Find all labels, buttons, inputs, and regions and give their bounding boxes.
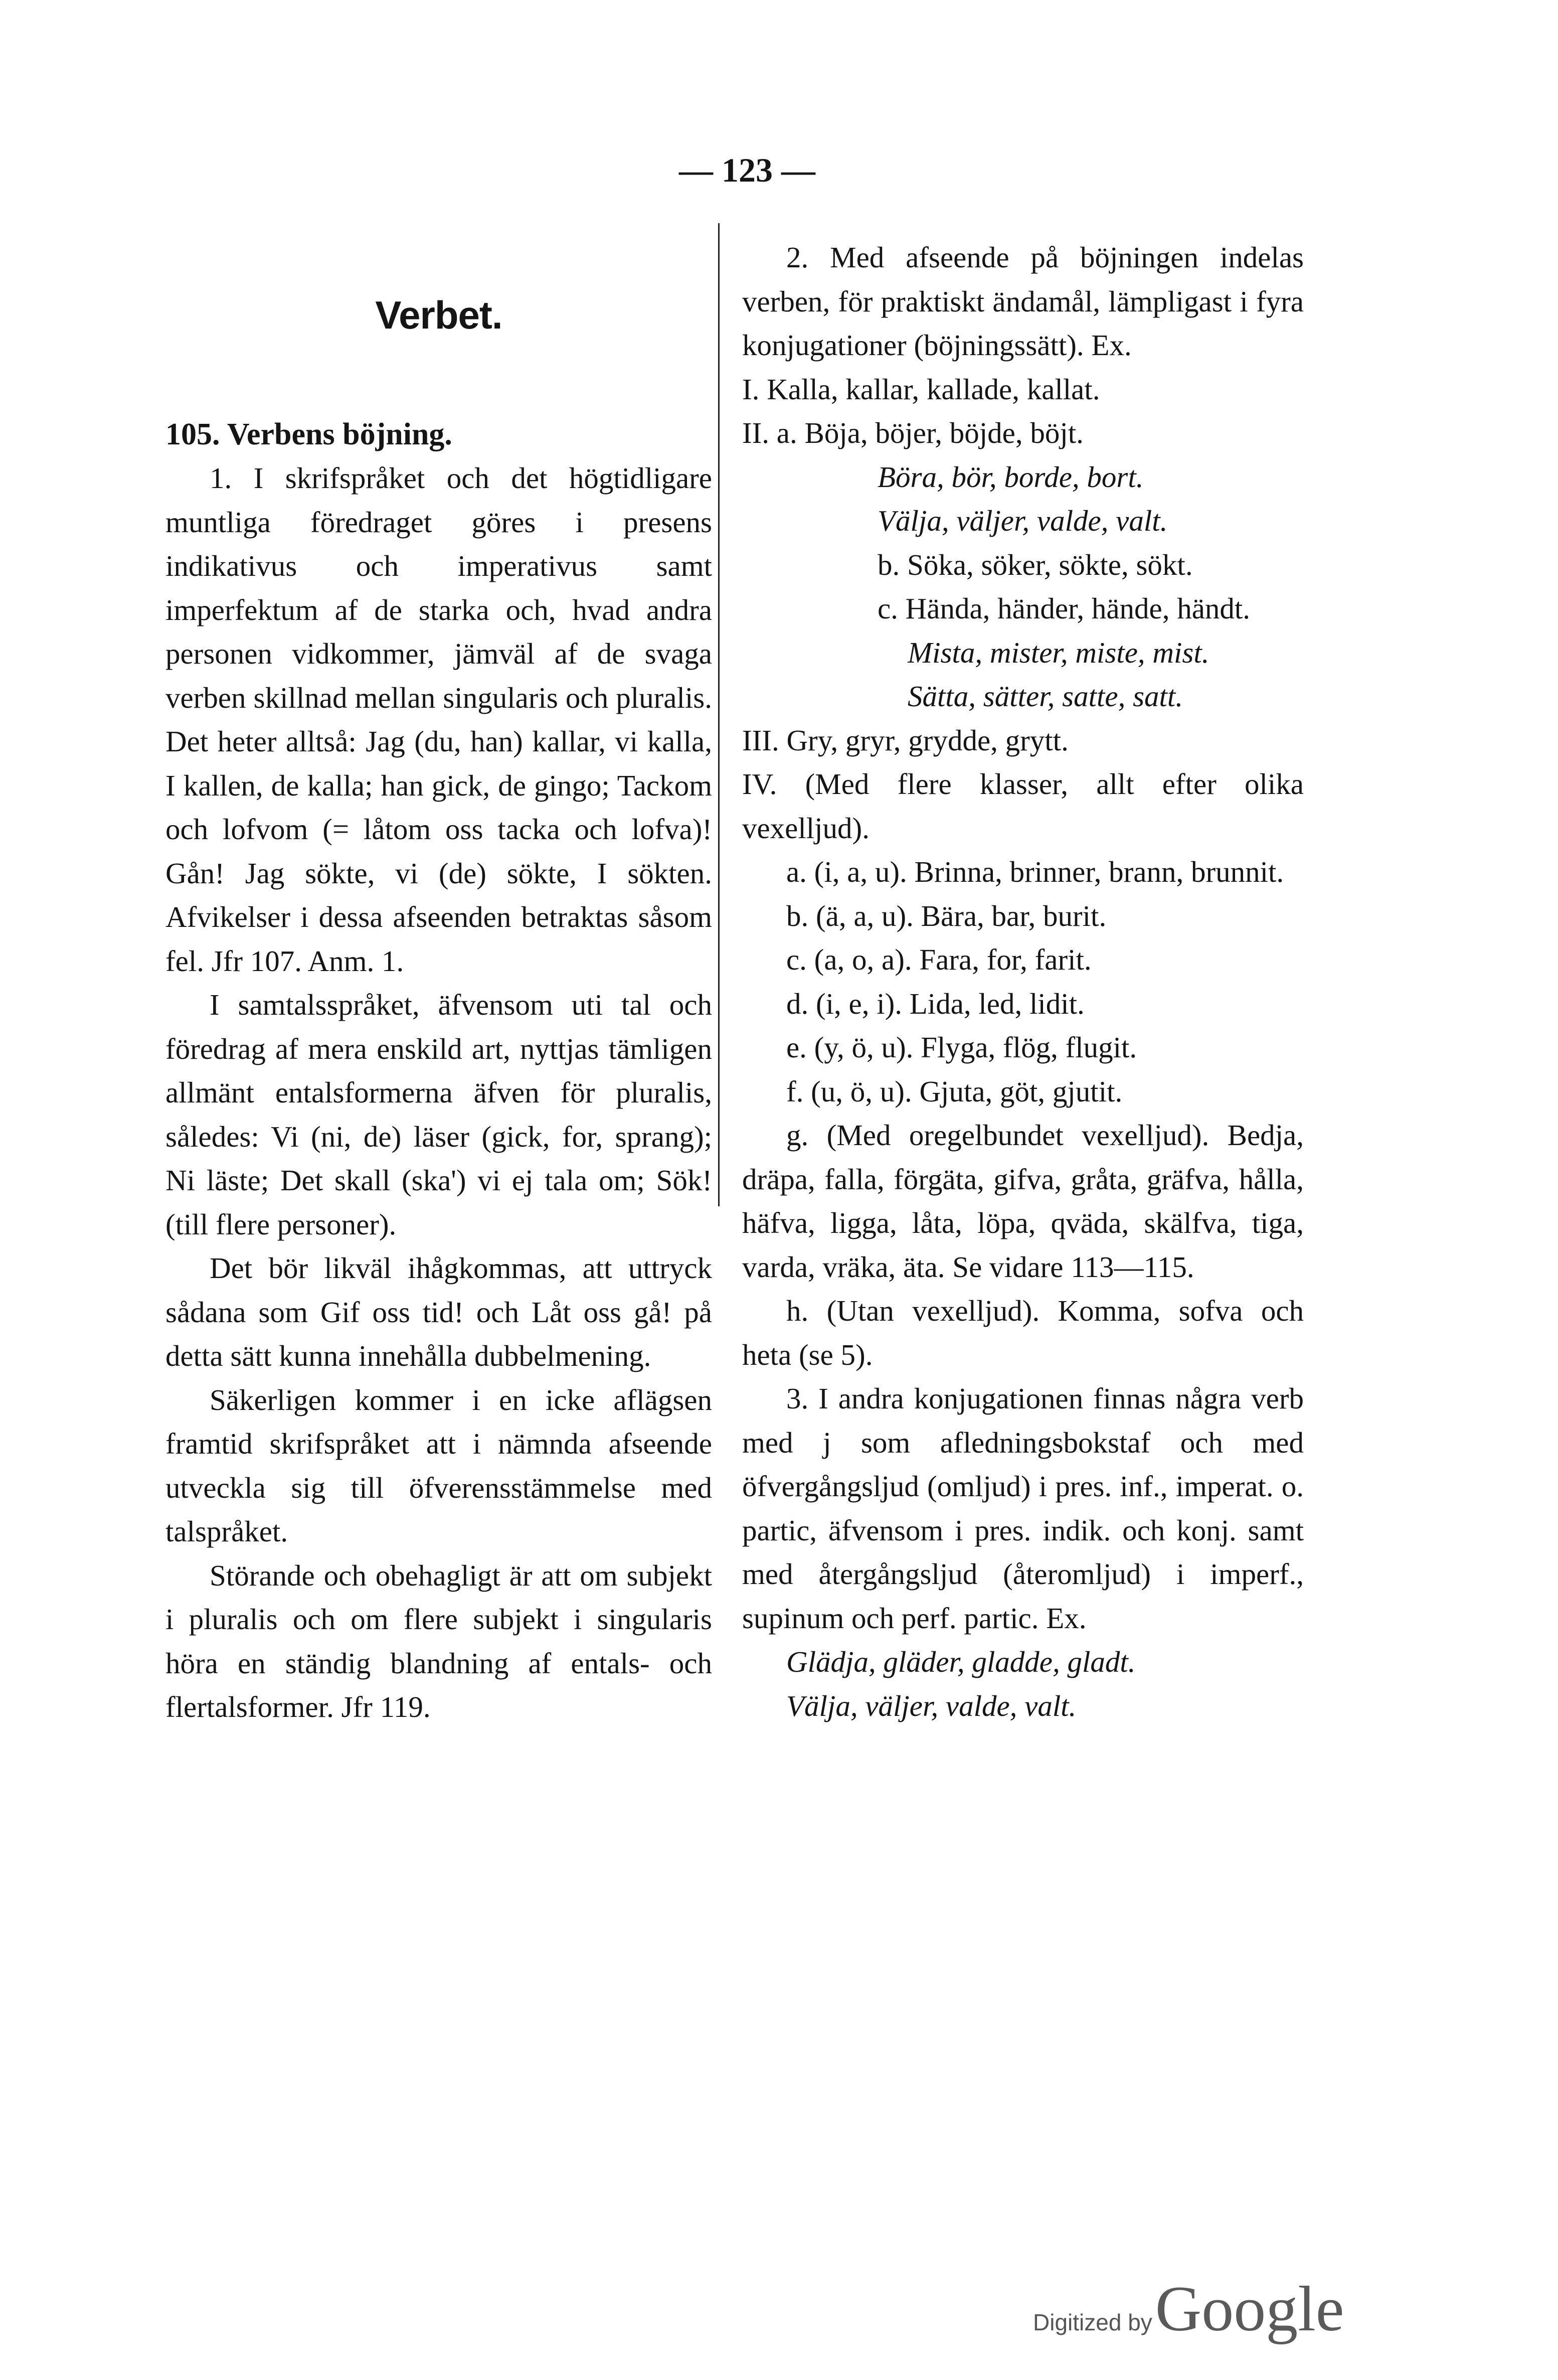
paragraph: I samtalsspråket, äfvensom uti tal och föredrag af mera enskild art, nyttjas tämligen allmänt entalsformerna äfven för pluralis, således: Vi (ni, de) läser (gick, for, sprang); Ni läste; Det skall (ska') vi ej tala om; Sök! (till flere personer). bbox=[165, 988, 712, 1241]
left-column bbox=[165, 236, 712, 1729]
example-line: Glädja, gläder, gladde, gladt. bbox=[786, 1645, 1136, 1678]
conjugation-line: b. (ä, a, u). Bära, bar, burit. bbox=[786, 899, 1107, 932]
conjugation-line: b. Söka, söker, sökte, sökt. bbox=[878, 548, 1193, 581]
conjugation-line: e. (y, ö, u). Flyga, flög, flugit. bbox=[786, 1031, 1137, 1064]
paragraph: Säkerligen kommer i en icke aflägsen framtid skrifspråket att i nämnda afseende utveckla sig till öfverensstämmelse med talspråket. bbox=[165, 1383, 712, 1548]
conjugation-line: Mista, mister, miste, mist. bbox=[908, 636, 1209, 669]
conjugation-line: g. (Med oregelbundet vexelljud). Bedja, dräpa, falla, förgäta, gifva, gråta, gräfva, hålla, häfva, ligga, låta, löpa, qväda, skälfva, tiga, varda, vräka, äta. Se vidare 113—115. bbox=[742, 1119, 1304, 1284]
google-logo: Google bbox=[1155, 2273, 1344, 2344]
paragraph: 2. Med afseende på böjningen indelas verben, för praktiskt ändamål, lämpligast i fyra konjugationer (böjningssätt). Ex. bbox=[742, 241, 1304, 362]
paragraph: 3. I andra konjugationen finnas några verb med j som afledningsbokstaf och med öfvergångsljud (omljud) i pres. inf., imperat. o. partic, äfvensom i pres. indik. och konj. samt med återgångsljud (återomljud) i imperf., supinum och perf. partic. Ex. bbox=[742, 1382, 1304, 1635]
paragraph: 1. I skrifspråket och det högtidligare muntliga föredraget göres i presens indikativus och imperativus samt imperfektum af de starka och, hvad andra personen vidkommer, jämväl af de svaga verben skillnad mellan singularis och pluralis. Det heter alltså: Jag (du, han) kallar, vi kalla, I kallen, de kalla; han gick, de gingo; Tackom och lofvom (= låtom oss tacka och lofva)! Gån! Jag sökte, vi (de) sökte, I sökten. Afvikelser i dessa afseenden betraktas såsom fel. Jfr 107. Anm. 1. bbox=[165, 461, 712, 978]
section-heading: 105. Verbens böjning. bbox=[165, 417, 452, 451]
watermark-prefix: Digitized by bbox=[1033, 2309, 1152, 2335]
paragraph: Det bör likväl ihågkommas, att uttryck sådana som Gif oss tid! och Låt oss gå! på detta sätt kunna innehålla dubbelmening. bbox=[165, 1251, 712, 1372]
conjugation-line: h. (Utan vexelljud). Komma, sofva och heta (se 5). bbox=[742, 1294, 1304, 1371]
conjugation-line: Böra, bör, borde, bort. bbox=[878, 460, 1144, 494]
conjugation-line: f. (u, ö, u). Gjuta, göt, gjutit. bbox=[786, 1074, 1123, 1108]
example-line: Välja, väljer, valde, valt. bbox=[786, 1689, 1077, 1722]
conjugation-line: c. Hända, händer, hände, händt. bbox=[878, 592, 1251, 625]
conjugation-line: a. (i, a, u). Brinna, brinner, brann, brunnit. bbox=[786, 855, 1284, 888]
conjugation-line: Sätta, sätter, satte, satt. bbox=[908, 680, 1183, 713]
conjugation-line: II. a. Böja, böjer, böjde, böjt. bbox=[742, 416, 1084, 449]
conjugation-line: III. Gry, gryr, grydde, grytt. bbox=[742, 723, 1069, 757]
column-divider bbox=[718, 223, 720, 1206]
page-number: — 123 — bbox=[679, 151, 815, 189]
google-watermark bbox=[1033, 2272, 1384, 2347]
conjugation-line: c. (a, o, a). Fara, for, farit. bbox=[786, 943, 1092, 976]
conjugation-line: I. Kalla, kallar, kallade, kallat. bbox=[742, 372, 1100, 406]
conjugation-line: Välja, väljer, valde, valt. bbox=[878, 504, 1168, 537]
right-column bbox=[742, 236, 1304, 1728]
conjugation-line: d. (i, e, i). Lida, led, lidit. bbox=[786, 987, 1085, 1020]
conjugation-line: IV. (Med flere klasser, allt efter olika vexelljud). bbox=[742, 767, 1304, 845]
paragraph: Störande och obehagligt är att om subjekt i pluralis och om flere subjekt i singularis höra en ständig blandning af entals- och flertalsformer. Jfr 119. bbox=[165, 1558, 712, 1723]
chapter-heading: Verbet. bbox=[375, 293, 502, 337]
